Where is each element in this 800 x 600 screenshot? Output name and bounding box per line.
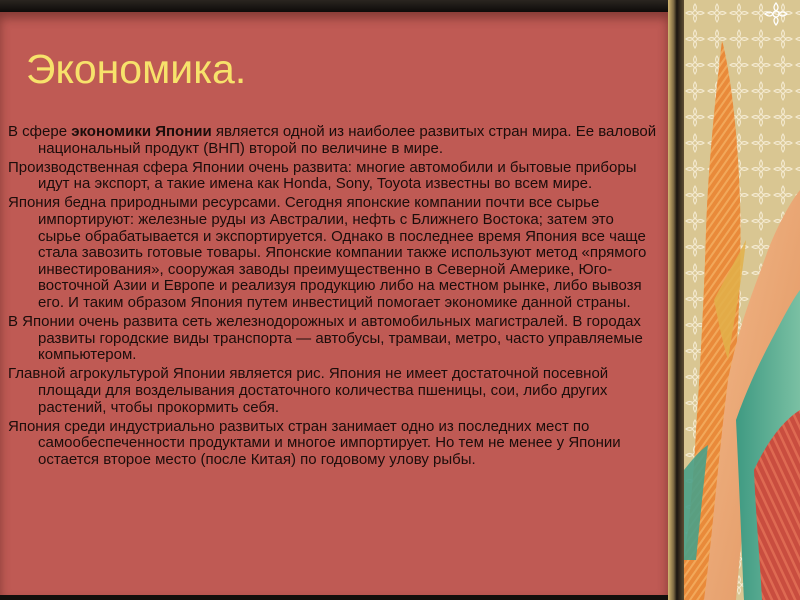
paragraph-economy-overview-post: является одной из наиболее развитых стран мира. Ее валовой национальный продукт (ВНП) второй по величине в мире. [38, 123, 657, 157]
slide-top-border [0, 0, 670, 12]
paragraph-transport: В Японии очень развита сеть железнодорожных и автомобильных магистралей. В городах развиты городские виды транспорта — автобусы, трамваи, метро, часто управляемые компьютером. [8, 313, 643, 364]
slide-bottom-border [0, 595, 670, 600]
slide-body [8, 124, 660, 471]
slide-title: Экономика. [26, 46, 247, 92]
paragraph-agriculture: Главной агрокультурой Японии является рис. Япония не имеет достаточной посевной площади для возделывания достаточного количества пшеницы, сои, либо других растений, чтобы прокормить себя. [8, 365, 609, 416]
paragraph-resources: Япония бедна природными ресурсами. Сегодня японские компании почти все сырье импортируют: железные руды из Австралии, нефть с Ближнего Востока; затем это сырье обрабатывается и экспортируется. Однако в последнее время Япония все чаще стала завозить готовые товары. Японские компании также используют метод «прямого инвестирования», сооружая заводы преимущественно в Северной Америке, Юго-восточной Азии и Европе и реализуя продукцию либо на местном рынке, либо вывозя его. И таким образом Япония путем инвестиций помогает экономике данной страны. [8, 194, 647, 311]
paragraph-economy-overview-bold: экономики Японии [71, 123, 212, 140]
paragraph-fishing: Япония среди индустриально развитых стран занимает одно из последних мест по самообеспеченности продуктами и многое импортирует. Но тем не менее у Японии остается второе место (после Китая) по годовому улову рыбы. [8, 417, 621, 468]
paragraph-economy-overview [8, 124, 660, 157]
decorative-panel [684, 0, 800, 600]
decorative-fabric-graphic [684, 0, 800, 600]
gold-divider-strip [668, 0, 684, 600]
paragraph-economy-overview-pre: В сфере [8, 123, 72, 140]
paragraph-production: Производственная сфера Японии очень развита: многие автомобили и бытовые приборы идут на экспорт, а такие имена как Honda, Sony, Toyota известны во всем мире. [8, 158, 637, 193]
